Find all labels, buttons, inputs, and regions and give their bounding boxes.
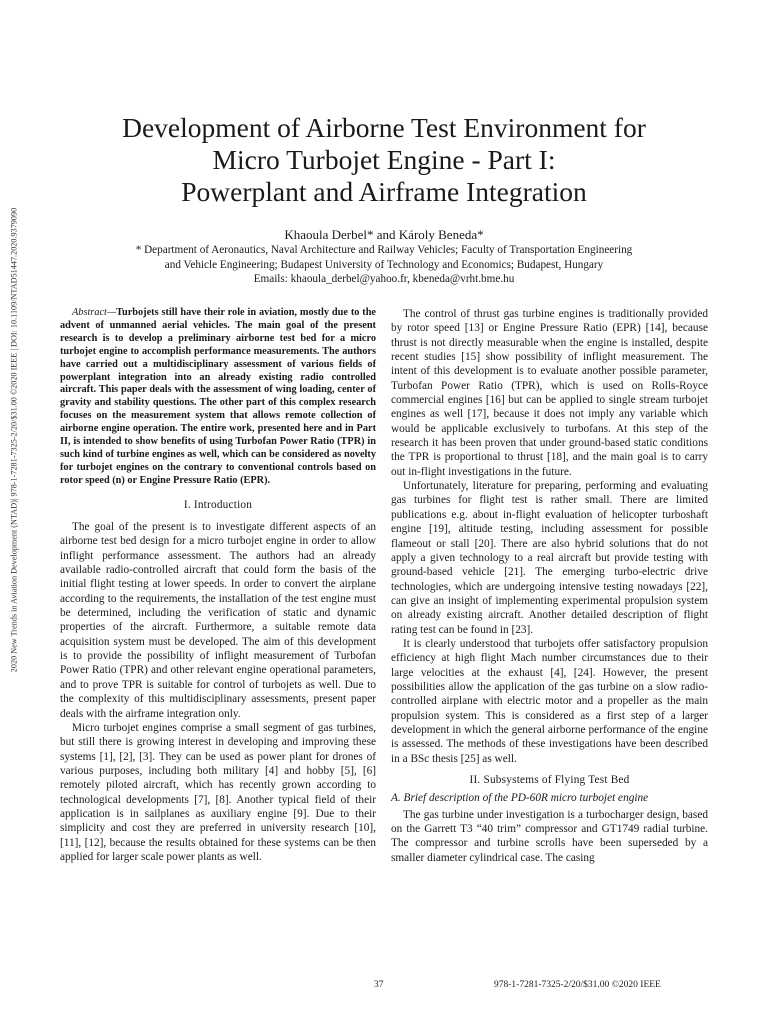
section-heading-introduction: I. Introduction [183, 498, 253, 511]
author-list: Khaoula Derbel* and Károly Beneda* [284, 227, 484, 242]
body-paragraph: The goal of the present is to investigate different aspects of an airborne test bed design for a micro turbojet engine in order to allow inflight performance assessment. The authors had an already available radio-controlled aircraft that could form the basis of the initial flight testing at lower speeds. In order to convert the airplane according to the requirements, the installation of the test engine must be determined, including the verification of static and dynamic properties of the aircraft. Furthermore, a suitable remote data acquisition system must be developed. The aim of this development is to provide the possibility of inflight measurement of Turbofan Power Ratio (TPR) and other relevant engine operational parameters, and to prove TPR is suitable for control of turbojets as well. Due to the complexity of this multidisciplinary assessments, present paper deals with the airframe integration only. [60, 521, 376, 720]
body-paragraph: It is clearly understood that turbojets offer satisfactory propulsion efficiency at high flight Mach number circumstances due to their large velocities at the exhaust [4], [24]. However, the present possibilities allow the application of the gas turbine on a slow radio-controlled airplane with electric motor and a propeller as the main propulsion system. This is considered as a first step of a larger development in which the general airborne performance of the engine is assessed. The methods of these investigations have been described in a BSc thesis [25] as well. [391, 637, 708, 765]
abstract [60, 307, 376, 488]
abstract-lead: Abstract— [72, 307, 117, 318]
author-emails: Emails: khaoula_derbel@yahoo.fr, kbeneda@vrht.bme.hu [253, 273, 515, 285]
side-note-text: 2020 New Trends in Aviation Development (NTAD)| 978-1-7281-7325-2/20/$31.00 ©2020 IEEE | DOI: 10.1109/NTAD51447.2020.9379090 [9, 207, 19, 673]
affiliation-block [60, 243, 708, 287]
left-column [60, 307, 376, 864]
affiliation-line: * Department of Aeronautics, Naval Architecture and Railway Vehicles; Faculty of Transportation Engineering [135, 244, 633, 256]
abstract-text: Turbojets still have their role in aviation, mostly due to the advent of unmanned aerial vehicles. The main goal of the present research is to develop a preliminary airborne test bed for a micro turbojet engine to accomplish performance measurements. The authors have carried out a multidisciplinary assessment of various fields of powerplant integration into an already existing radio controlled aircraft. This paper deals with the assessment of wing loading, center of gravity and stability questions. The other part of this complex research focuses on the measurement system that allows remote collection of airborne engine operation. The entire work, presented here and in Part II, is intended to show benefits of using Turbofan Power Ratio (TPR) in such kind of turbine engines as well, which can be considered as novelty for turbojet engines on the contrary to conventional controls based on rotor speed (n) or Engine Pressure Ratio (EPR). [60, 307, 376, 486]
conference-side-note [6, 160, 22, 720]
title-line: Development of Airborne Test Environment for [122, 112, 646, 143]
page-number: 37 [374, 980, 384, 990]
subsection-heading: A. Brief description of the PD-60R micro turbojet engine [391, 792, 649, 805]
body-paragraph: The control of thrust gas turbine engines is traditionally provided by rotor speed [13] or Engine Pressure Ratio (EPR) [14], because thrust is not directly measurable when the engine is installed, despite recent studies [15] show possibility of inflight measurement. The intent of this development is to evaluate another possible parameter, Turbofan Power Ratio (TPR), which is used on Rolls-Royce commercial engines [16] but can be applied to single stream turbojet engines as well [17], because it does not imply any variable which would be applicable exclusively to turbofans. At this step of the research it has been proven that under ground-based static conditions the TPR is proportional to thrust [18], and the main goal is to carry out in-flight investigations in the future. [391, 308, 708, 478]
body-paragraph: Micro turbojet engines comprise a small segment of gas turbines, but still there is growing interest in developing and improving these systems [1], [2], [3]. They can be used as power plant for drones of various purposes, including both military [4] and hobby [5], [6] remotely piloted aircraft, which has recently grown according to technological developments [7], [8]. Another typical field of their application is in sailplanes as auxiliary engine [9]. Due to their simplicity and cost they are preferred in university research [10], [11], [12], because the results obtained for these systems can be then applied for larger scale power plants as well. [60, 721, 376, 863]
paper-title [60, 112, 708, 208]
copyright-footer: 978-1-7281-7325-2/20/$31.00 ©2020 IEEE [494, 980, 661, 990]
affiliation-line: and Vehicle Engineering; Budapest University of Technology and Economics; Budapest, Hungary [164, 258, 604, 271]
body-paragraph: Unfortunately, literature for preparing, performing and evaluating gas turbines for flight test is rather small. There are limited publications e.g. about in-flight evaluation of helicopter turboshaft engine [19], altitude testing, including assessment for possible flameout or stall [20]. There are also hybrid solutions that do not apply a given technology to a real aircraft but provide testing with ground-based vehicle [21]. The emerging turbo-electric drive technologies, which are undergoing intensive testing nowadays [22], can give an insight of implementing experimental propulsion system on already existing aircraft. Another detailed description of flight rating test can be found in [23]. [391, 480, 708, 636]
title-line: Powerplant and Airframe Integration [181, 176, 587, 207]
title-line: Micro Turbojet Engine - Part I: [212, 144, 556, 175]
section-heading-subsystems: II. Subsystems of Flying Test Bed [469, 774, 630, 786]
body-paragraph: The gas turbine under investigation is a turbocharger design, based on the Garrett T3 “40 trim” compressor and GT1749 radial turbine. The compressor and turbine scrolls have been superseded by a smaller diameter cylindrical case. The casing [391, 808, 708, 864]
right-column [391, 307, 708, 865]
